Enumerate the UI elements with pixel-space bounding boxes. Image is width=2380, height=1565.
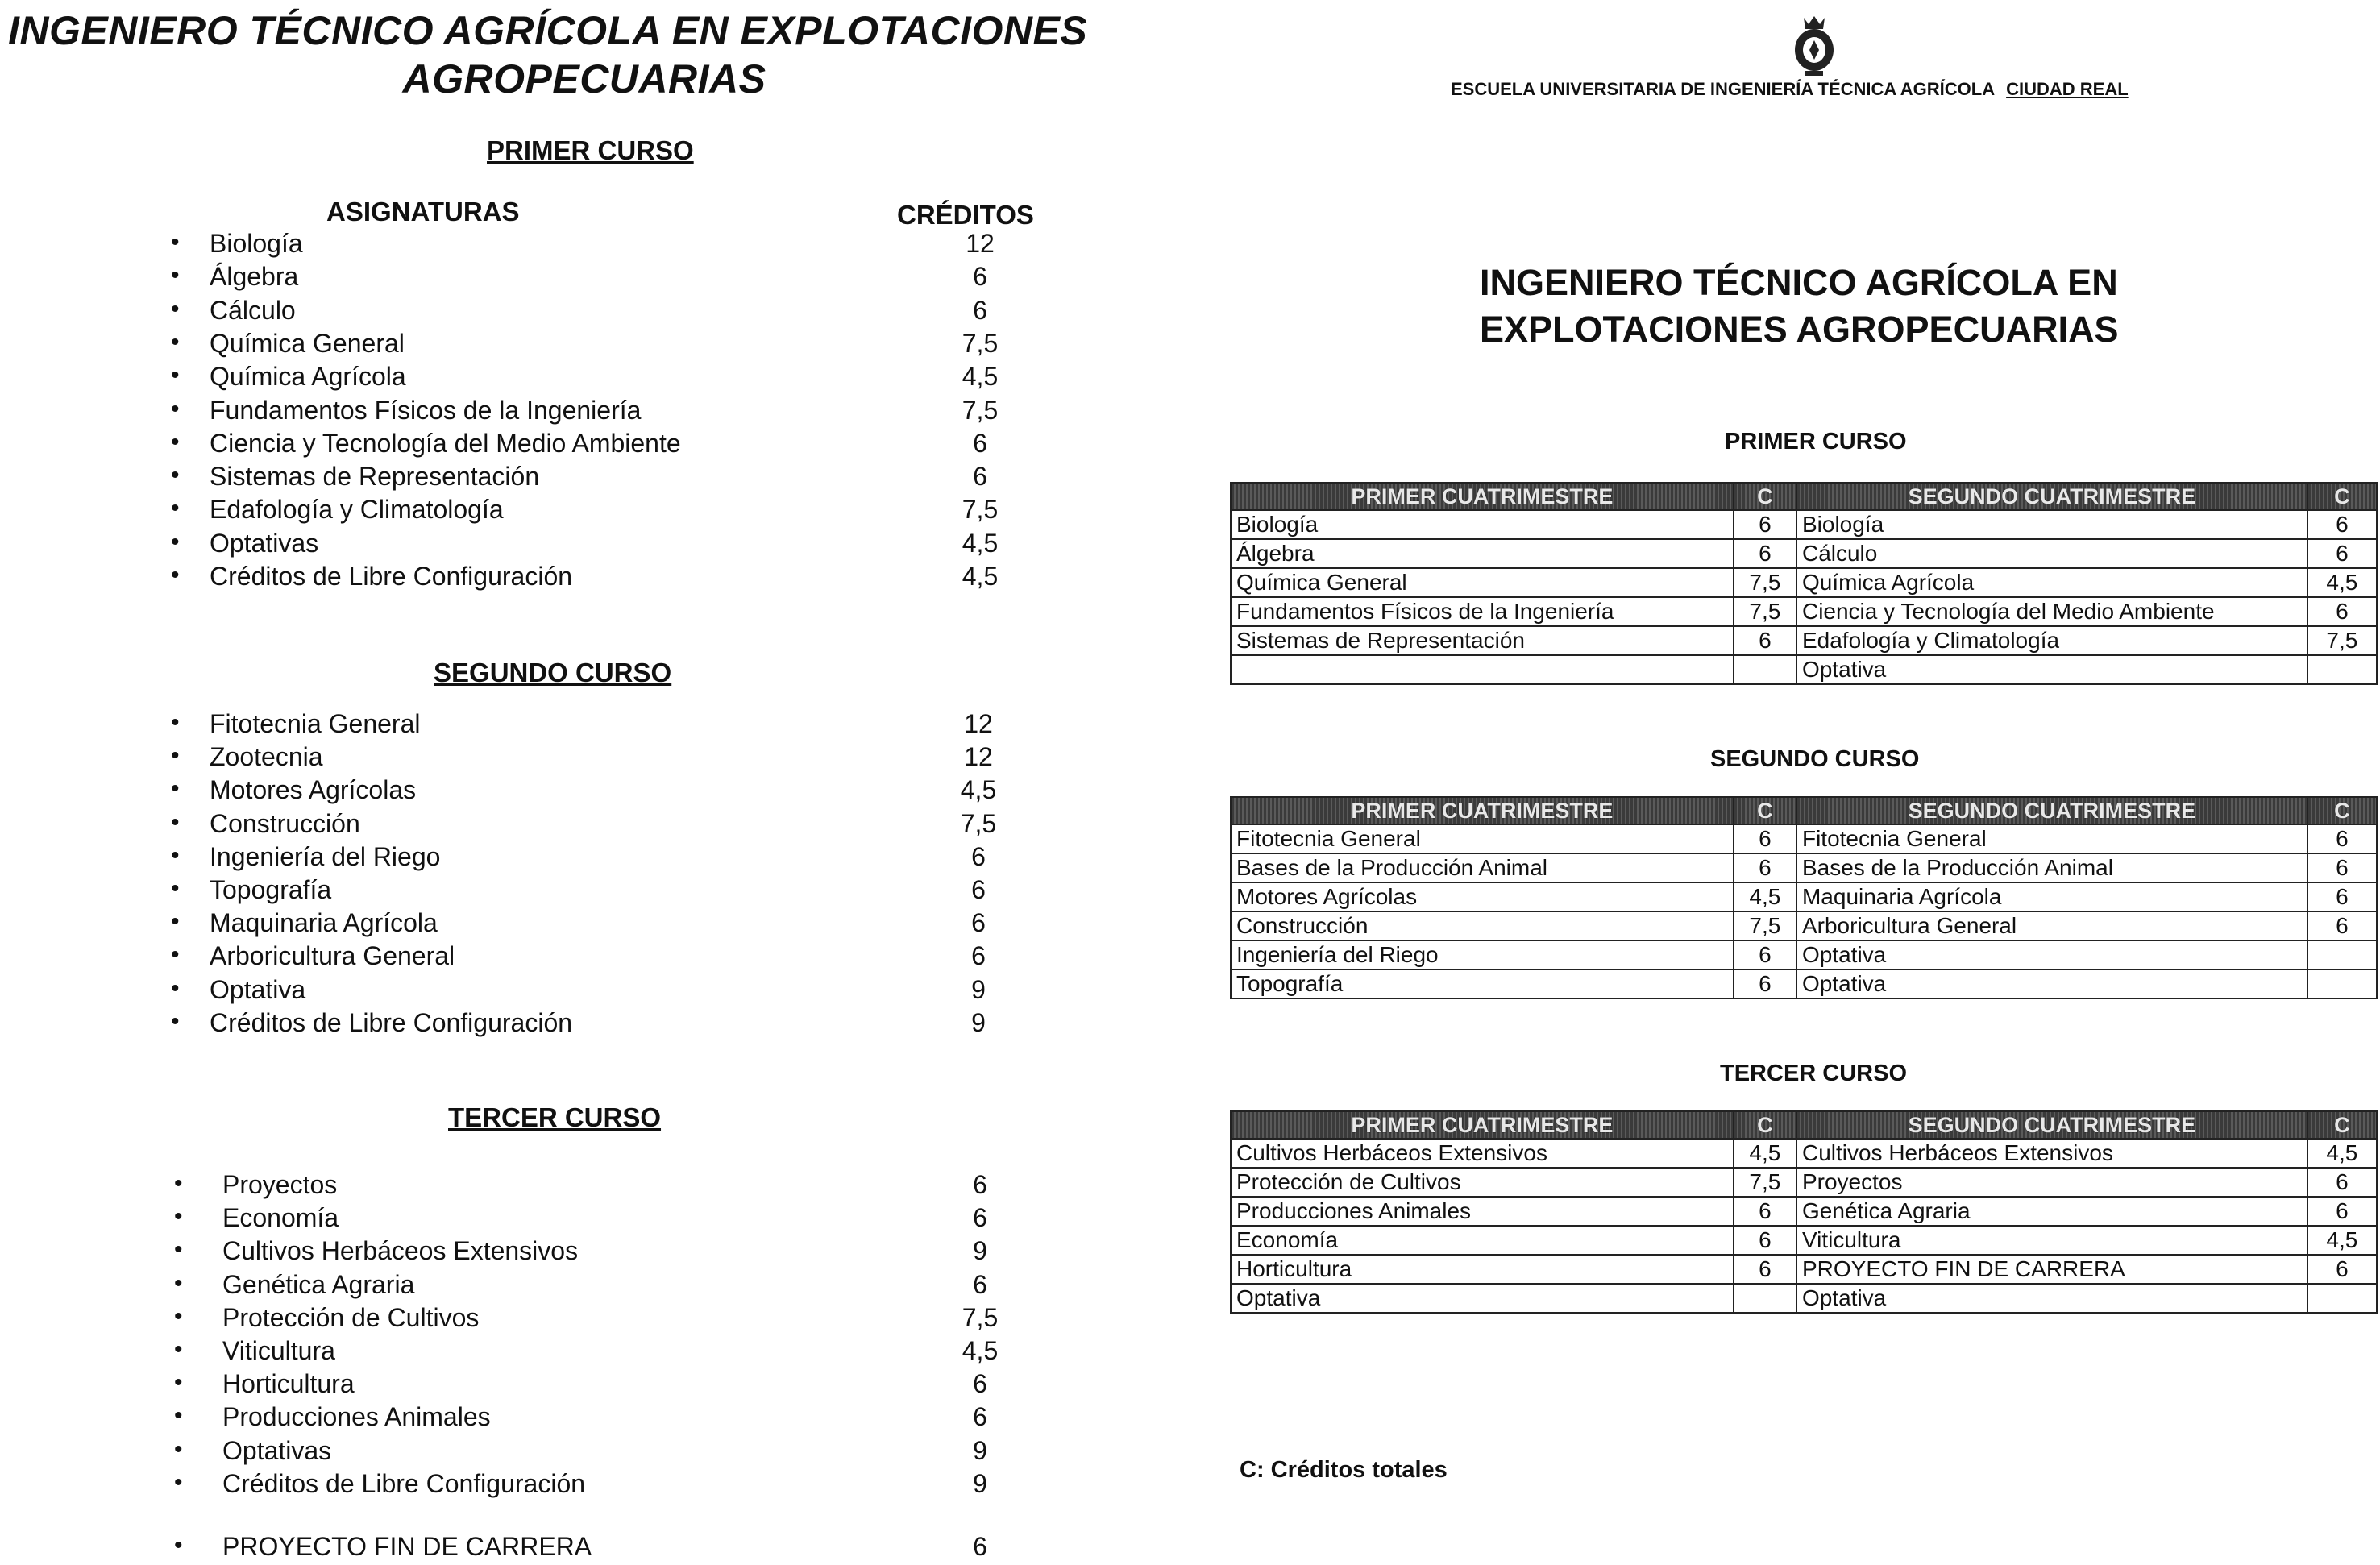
subject-credits: 9	[973, 1236, 987, 1266]
subject-second-semester: Biología	[1796, 510, 2307, 539]
subject-credits: 4,5	[962, 528, 999, 558]
subject-first-semester: Álgebra	[1231, 539, 1734, 568]
credits-second-semester: 7,5	[2307, 626, 2377, 655]
header-first-semester: PRIMER CUATRIMESTRE	[1231, 797, 1734, 824]
bullet-icon: •	[171, 528, 180, 555]
subject-second-semester: Maquinaria Agrícola	[1796, 882, 2307, 911]
left-title	[8, 6, 1161, 103]
credits-legend: C: Créditos totales	[1240, 1457, 1448, 1483]
subject-first-semester: Bases de la Producción Animal	[1231, 853, 1734, 882]
left-title-line1: INGENIERO TÉCNICO AGRÍCOLA EN EXPLOTACIONES	[8, 8, 1088, 53]
list-item	[174, 1336, 1061, 1369]
header-credits-2: C	[2307, 1111, 2377, 1139]
subject-credits: 12	[966, 229, 995, 258]
list-item	[171, 296, 1057, 329]
bullet-icon: •	[174, 1468, 183, 1496]
subject-credits: 7,5	[962, 395, 999, 425]
subject-name: Edafología y Climatología	[210, 495, 504, 525]
section-heading-tercer: TERCER CURSO	[448, 1102, 662, 1132]
subject-name: Fundamentos Físicos de la Ingeniería	[210, 395, 642, 425]
table-row	[1231, 1255, 2377, 1284]
list-item	[174, 1303, 1061, 1336]
bullet-icon: •	[171, 328, 180, 355]
section-heading-segundo: SEGUNDO CURSO	[434, 658, 672, 687]
left-title-line2: AGROPECUARIAS	[402, 56, 766, 102]
table-row	[1231, 1284, 2377, 1313]
table-row	[1231, 940, 2377, 969]
table-row	[1231, 853, 2377, 882]
bullet-icon: •	[174, 1170, 183, 1197]
bullet-icon: •	[171, 1007, 180, 1035]
subject-name: Proyectos	[222, 1170, 338, 1199]
credits-first-semester: 6	[1734, 969, 1796, 998]
list-item	[171, 429, 1057, 462]
credits-first-semester	[1734, 1284, 1796, 1313]
credits-first-semester: 6	[1734, 824, 1796, 853]
subject-second-semester: Genética Agraria	[1796, 1197, 2307, 1226]
subject-credits: 7,5	[962, 1302, 999, 1332]
subject-credits: 12	[964, 709, 993, 738]
table-row	[1231, 969, 2377, 998]
list-item	[174, 1402, 1061, 1435]
list-item	[171, 908, 1057, 941]
school-name-text: ESCUELA UNIVERSITARIA DE INGENIERÍA TÉCNICA AGRÍCOLA	[1451, 79, 1996, 99]
subject-first-semester: Protección de Cultivos	[1231, 1168, 1734, 1197]
table-heading-segundo: SEGUNDO CURSO	[1710, 746, 1920, 772]
subject-credits: 4,5	[962, 362, 999, 392]
header-second-semester: SEGUNDO CUATRIMESTRE	[1796, 797, 2307, 824]
credits-second-semester	[2307, 940, 2377, 969]
credits-first-semester: 7,5	[1734, 597, 1796, 626]
subject-name: Química General	[210, 328, 405, 358]
table-row	[1231, 824, 2377, 853]
subject-credits: 7,5	[960, 808, 997, 838]
schedule-table	[1230, 796, 2378, 999]
subject-second-semester: Bases de la Producción Animal	[1796, 853, 2307, 882]
subject-second-semester: Fitotecnia General	[1796, 824, 2307, 853]
subject-credits: 6	[973, 462, 987, 492]
credits-second-semester	[2307, 1284, 2377, 1313]
credits-second-semester: 4,5	[2307, 1226, 2377, 1255]
table-header-row	[1231, 1111, 2377, 1139]
subject-second-semester: Viticultura	[1796, 1226, 2307, 1255]
bullet-icon: •	[171, 775, 180, 803]
subject-name: Optativas	[210, 528, 319, 558]
subject-credits: 6	[971, 941, 986, 971]
credits-first-semester: 6	[1734, 1226, 1796, 1255]
subject-name: PROYECTO FIN DE CARRERA	[222, 1531, 592, 1561]
header-credits-1: C	[1734, 1111, 1796, 1139]
table-row	[1231, 568, 2377, 597]
bullet-icon: •	[171, 562, 180, 588]
credits-second-semester: 6	[2307, 1255, 2377, 1284]
subject-credits: 4,5	[962, 562, 999, 591]
subject-first-semester: Construcción	[1231, 911, 1734, 940]
subject-name: Química Agrícola	[210, 362, 406, 392]
subject-credits: 6	[973, 1170, 987, 1199]
bullet-icon: •	[174, 1531, 183, 1559]
list-item	[171, 362, 1057, 395]
list-item	[171, 396, 1057, 429]
subject-name: Optativa	[210, 974, 306, 1004]
subject-credits: 6	[971, 841, 986, 871]
bullet-icon: •	[174, 1435, 183, 1463]
subject-first-semester: Ingeniería del Riego	[1231, 940, 1734, 969]
bullet-icon: •	[171, 428, 180, 455]
subject-name: Maquinaria Agrícola	[210, 908, 438, 938]
list-item	[174, 1236, 1061, 1269]
subject-credits: 9	[971, 1007, 986, 1037]
bullet-icon: •	[174, 1302, 183, 1330]
subject-name: Créditos de Libre Configuración	[210, 1007, 573, 1037]
subject-second-semester: Optativa	[1796, 655, 2307, 684]
header-credits-1: C	[1734, 483, 1796, 510]
table-row	[1231, 1197, 2377, 1226]
subject-name: Créditos de Libre Configuración	[210, 562, 573, 591]
table-row	[1231, 597, 2377, 626]
subject-name: Ciencia y Tecnología del Medio Ambiente	[210, 428, 681, 458]
credits-first-semester: 6	[1734, 539, 1796, 568]
table-header-row	[1231, 483, 2377, 510]
subject-credits: 7,5	[962, 495, 999, 525]
bullet-icon: •	[171, 941, 180, 969]
list-item	[171, 875, 1057, 908]
list-item	[174, 1170, 1061, 1203]
list-item	[171, 975, 1057, 1008]
subject-credits: 9	[971, 974, 986, 1004]
credits-first-semester: 7,5	[1734, 568, 1796, 597]
credits-first-semester: 7,5	[1734, 911, 1796, 940]
bullet-icon: •	[174, 1402, 183, 1430]
list-item	[171, 842, 1057, 875]
subject-name: Biología	[210, 229, 303, 258]
subject-credits: 9	[973, 1435, 987, 1465]
subject-second-semester: Ciencia y Tecnología del Medio Ambiente	[1796, 597, 2307, 626]
subject-name: Economía	[222, 1203, 339, 1233]
subject-first-semester: Optativa	[1231, 1284, 1734, 1313]
credits-second-semester: 6	[2307, 1168, 2377, 1197]
credits-second-semester	[2307, 969, 2377, 998]
header-first-semester: PRIMER CUATRIMESTRE	[1231, 483, 1734, 510]
subject-name: Zootecnia	[210, 742, 323, 772]
list-item	[174, 1469, 1061, 1502]
table-heading-tercer: TERCER CURSO	[1720, 1061, 1908, 1086]
table-row	[1231, 1226, 2377, 1255]
subject-name: Cálculo	[210, 295, 296, 325]
subject-second-semester: Edafología y Climatología	[1796, 626, 2307, 655]
list-item	[171, 775, 1057, 808]
subject-credits: 6	[973, 428, 987, 458]
table-row	[1231, 911, 2377, 940]
subject-name: Cultivos Herbáceos Extensivos	[222, 1236, 579, 1266]
subject-second-semester: Cálculo	[1796, 539, 2307, 568]
subject-first-semester: Economía	[1231, 1226, 1734, 1255]
header-credits-2: C	[2307, 797, 2377, 824]
subject-second-semester: Optativa	[1796, 969, 2307, 998]
subject-name: Sistemas de Representación	[210, 462, 540, 492]
school-name	[1451, 79, 2129, 100]
subject-credits: 7,5	[962, 328, 999, 358]
credits-second-semester: 6	[2307, 882, 2377, 911]
table-row	[1231, 626, 2377, 655]
right-title	[1480, 259, 2119, 353]
header-credits-2: C	[2307, 483, 2377, 510]
subject-second-semester: PROYECTO FIN DE CARRERA	[1796, 1255, 2307, 1284]
subject-name: Genética Agraria	[222, 1269, 415, 1299]
subject-first-semester: Fitotecnia General	[1231, 824, 1734, 853]
table-row	[1231, 1139, 2377, 1168]
list-item	[171, 562, 1057, 595]
credits-second-semester: 6	[2307, 1197, 2377, 1226]
credits-first-semester: 6	[1734, 1255, 1796, 1284]
subject-credits: 12	[964, 742, 993, 772]
bullet-icon: •	[171, 808, 180, 836]
header-second-semester: SEGUNDO CUATRIMESTRE	[1796, 1111, 2307, 1139]
subject-first-semester: Química General	[1231, 568, 1734, 597]
bullet-icon: •	[174, 1369, 183, 1397]
list-item	[174, 1203, 1061, 1236]
bullet-icon: •	[174, 1203, 183, 1231]
table-heading-primer: PRIMER CURSO	[1725, 429, 1907, 455]
credits-first-semester: 6	[1734, 853, 1796, 882]
bullet-icon: •	[171, 362, 180, 389]
subject-name: Horticultura	[222, 1369, 355, 1399]
list-item	[171, 809, 1057, 842]
credits-second-semester: 6	[2307, 853, 2377, 882]
credits-second-semester: 6	[2307, 597, 2377, 626]
subject-second-semester: Optativa	[1796, 1284, 2307, 1313]
subject-name: Fitotecnia General	[210, 709, 421, 738]
university-seal-icon	[1788, 13, 1841, 77]
school-city: CIUDAD REAL	[2006, 79, 2129, 99]
subject-name: Créditos de Libre Configuración	[222, 1468, 586, 1498]
list-item	[171, 1008, 1057, 1041]
credits-first-semester: 6	[1734, 626, 1796, 655]
subject-second-semester: Proyectos	[1796, 1168, 2307, 1197]
subject-credits: 6	[973, 262, 987, 292]
table-row	[1231, 1168, 2377, 1197]
subject-credits: 4,5	[962, 1336, 999, 1365]
subject-credits: 6	[973, 1269, 987, 1299]
credits-first-semester: 6	[1734, 510, 1796, 539]
subject-first-semester: Topografía	[1231, 969, 1734, 998]
subject-first-semester: Sistemas de Representación	[1231, 626, 1734, 655]
bullet-icon: •	[171, 875, 180, 902]
list-item	[171, 495, 1057, 528]
list-item	[171, 262, 1057, 295]
subject-credits: 6	[971, 875, 986, 904]
credits-second-semester: 4,5	[2307, 1139, 2377, 1168]
subject-name: Protección de Cultivos	[222, 1302, 480, 1332]
subject-first-semester: Motores Agrícolas	[1231, 882, 1734, 911]
credits-second-semester: 4,5	[2307, 568, 2377, 597]
subject-second-semester: Arboricultura General	[1796, 911, 2307, 940]
subject-credits: 9	[973, 1468, 987, 1498]
list-item	[171, 229, 1057, 262]
subject-first-semester: Cultivos Herbáceos Extensivos	[1231, 1139, 1734, 1168]
right-title-line1: INGENIERO TÉCNICO AGRÍCOLA EN	[1480, 262, 2118, 303]
bullet-icon: •	[171, 742, 180, 770]
bullet-icon: •	[171, 974, 180, 1002]
bullet-icon: •	[171, 295, 180, 322]
subject-second-semester: Cultivos Herbáceos Extensivos	[1796, 1139, 2307, 1168]
subject-credits: 6	[973, 1531, 987, 1561]
header-credits-1: C	[1734, 797, 1796, 824]
subject-name: Ingeniería del Riego	[210, 841, 441, 871]
subject-first-semester: Fundamentos Físicos de la Ingeniería	[1231, 597, 1734, 626]
subject-first-semester: Horticultura	[1231, 1255, 1734, 1284]
bullet-icon: •	[171, 462, 180, 489]
subject-name: Construcción	[210, 808, 360, 838]
schedule-table	[1230, 482, 2378, 685]
subject-second-semester: Optativa	[1796, 940, 2307, 969]
bullet-icon: •	[171, 229, 180, 255]
credits-first-semester: 4,5	[1734, 1139, 1796, 1168]
subject-name: Motores Agrícolas	[210, 775, 417, 805]
section-heading-primer: PRIMER CURSO	[487, 135, 694, 165]
credits-first-semester: 6	[1734, 1197, 1796, 1226]
list-item	[171, 462, 1057, 495]
list-item	[174, 1436, 1061, 1469]
schedule-table	[1230, 1110, 2378, 1314]
credits-second-semester: 6	[2307, 824, 2377, 853]
table-row	[1231, 655, 2377, 684]
subject-credits: 6	[973, 1402, 987, 1432]
subject-credits: 4,5	[960, 775, 997, 805]
subject-first-semester: Producciones Animales	[1231, 1197, 1734, 1226]
table-row	[1231, 539, 2377, 568]
bullet-icon: •	[174, 1269, 183, 1297]
list-item	[174, 1369, 1061, 1402]
bullet-icon: •	[171, 709, 180, 736]
subject-second-semester: Química Agrícola	[1796, 568, 2307, 597]
credits-second-semester: 6	[2307, 539, 2377, 568]
list-item	[171, 742, 1057, 775]
credits-first-semester	[1734, 655, 1796, 684]
credits-first-semester: 6	[1734, 940, 1796, 969]
credits-first-semester: 4,5	[1734, 882, 1796, 911]
table-row	[1231, 510, 2377, 539]
credits-second-semester: 6	[2307, 911, 2377, 940]
header-second-semester: SEGUNDO CUATRIMESTRE	[1796, 483, 2307, 510]
subject-name: Álgebra	[210, 262, 299, 292]
bullet-icon: •	[171, 908, 180, 936]
subject-name: Topografía	[210, 875, 332, 904]
table-header-row	[1231, 797, 2377, 824]
subject-name: Arboricultura General	[210, 941, 455, 971]
credits-second-semester: 6	[2307, 510, 2377, 539]
subject-name: Optativas	[222, 1435, 332, 1465]
credits-second-semester	[2307, 655, 2377, 684]
subject-credits: 6	[973, 295, 987, 325]
bullet-icon: •	[171, 495, 180, 522]
header-first-semester: PRIMER CUATRIMESTRE	[1231, 1111, 1734, 1139]
bullet-icon: •	[171, 841, 180, 869]
subject-name: Producciones Animales	[222, 1402, 491, 1432]
subject-name: Viticultura	[222, 1336, 335, 1365]
list-item	[171, 329, 1057, 362]
subject-first-semester: Biología	[1231, 510, 1734, 539]
table-row	[1231, 882, 2377, 911]
bullet-icon: •	[174, 1336, 183, 1363]
subject-first-semester	[1231, 655, 1734, 684]
list-item	[171, 529, 1057, 562]
subject-credits: 6	[973, 1369, 987, 1399]
subject-credits: 6	[971, 908, 986, 938]
list-item	[171, 709, 1057, 742]
bullet-icon: •	[171, 395, 180, 422]
bullet-icon: •	[174, 1236, 183, 1264]
credits-first-semester: 7,5	[1734, 1168, 1796, 1197]
column-header-credits: CRÉDITOS	[897, 200, 1034, 230]
bullet-icon: •	[171, 262, 180, 289]
subject-credits: 6	[973, 1203, 987, 1233]
column-header-subjects: ASIGNATURAS	[326, 197, 520, 226]
right-title-line2: EXPLOTACIONES AGROPECUARIAS	[1480, 309, 2119, 350]
list-item	[174, 1270, 1061, 1303]
list-item	[171, 941, 1057, 974]
